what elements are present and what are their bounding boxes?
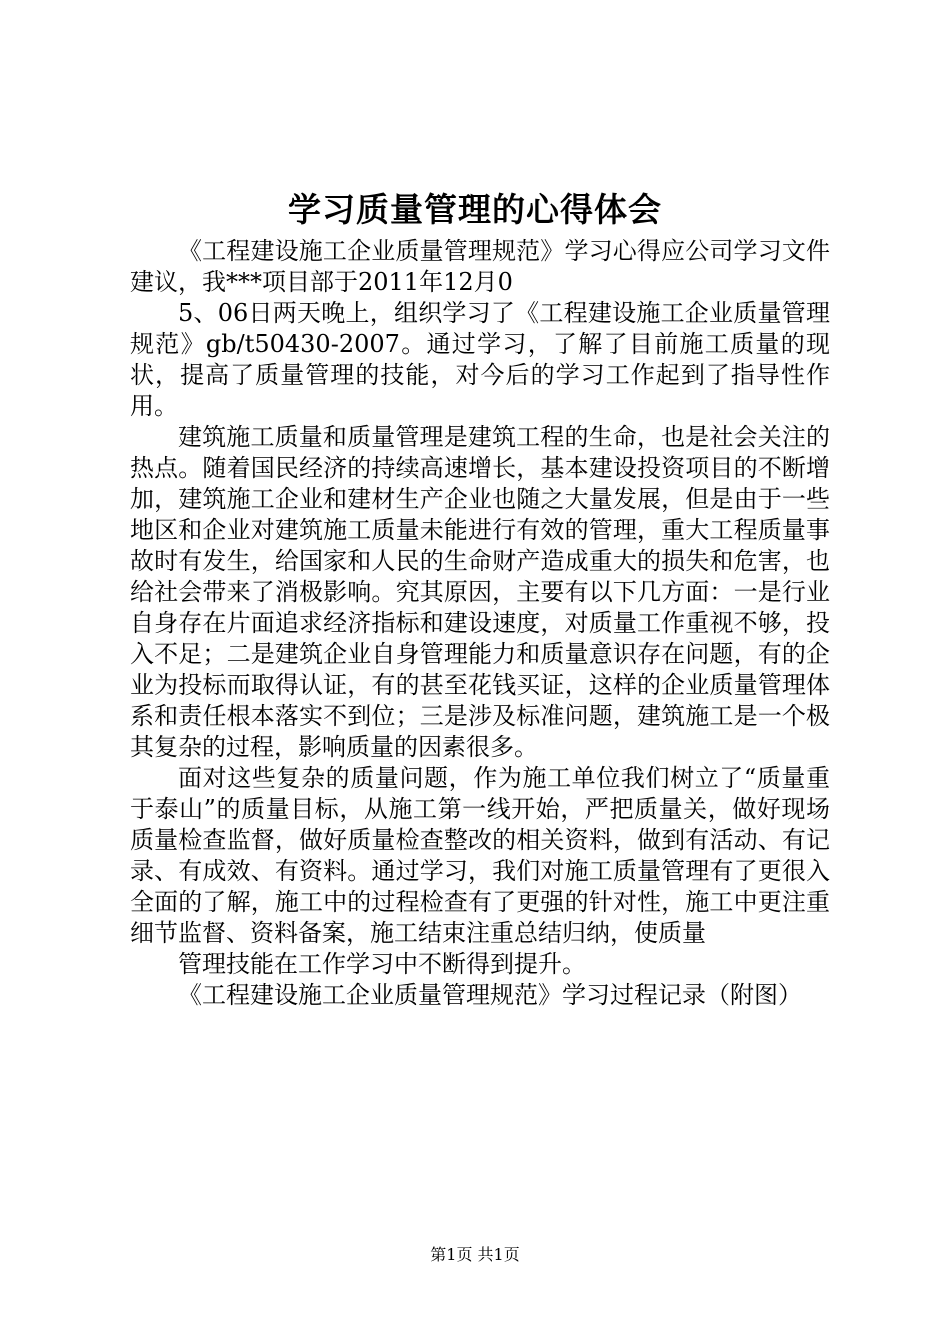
paragraph: 《工程建设施工企业质量管理规范》学习心得应公司学习文件建议，我***项目部于2011年12月0 (130, 237, 830, 296)
paragraph: 建筑施工质量和质量管理是建筑工程的生命，也是社会关注的热点。随着国民经济的持续高速增长，基本建设投资项目的不断增加，建筑施工企业和建材生产企业也随之大量发展，但是由于一些地区和企业对建筑施工质量未能进行有效的管理，重大工程质量事故时有发生，给国家和人民的生命财产造成重大的损失和危害，也给社会带来了消极影响。究其原因，主要有以下几方面：一是行业自身存在片面追求经济指标和建设速度，对质量工作重视不够，投入不足；二是建筑企业自身管理能力和质量意识存在问题，有的企业为投标而取得认证，有的甚至花钱买证，这样的企业质量管理体系和责任根本落实不到位；三是涉及标准问题，建筑施工是一个极其复杂的过程，影响质量的因素很多。 (130, 423, 830, 761)
paragraph: 《工程建设施工企业质量管理规范》学习过程记录（附图） (178, 981, 802, 1009)
document-title: 学习质量管理的心得体会 (288, 190, 662, 229)
paragraph: 管理技能在工作学习中不断得到提升。 (178, 950, 586, 978)
page-number-footer: 第1页 共1页 (430, 1245, 520, 1264)
paragraph: 5、06日两天晚上，组织学习了《工程建设施工企业质量管理规范》gb/t50430-2007。通过学习，了解了目前施工质量的现状，提高了质量管理的技能，对今后的学习工作起到了指导性作用。 (130, 299, 830, 420)
paragraph: 面对这些复杂的质量问题，作为施工单位我们树立了“质量重于泰山”的质量目标，从施工第一线开始，严把质量关，做好现场质量检查监督，做好质量检查整改的相关资料，做到有活动、有记录、有成效、有资料。通过学习，我们对施工质量管理有了更很入全面的了解，施工中的过程检查有了更强的针对性，施工中更注重细节监督、资料备案，施工结束注重总结归纳，使质量 (130, 764, 830, 947)
document-body (130, 236, 830, 1011)
